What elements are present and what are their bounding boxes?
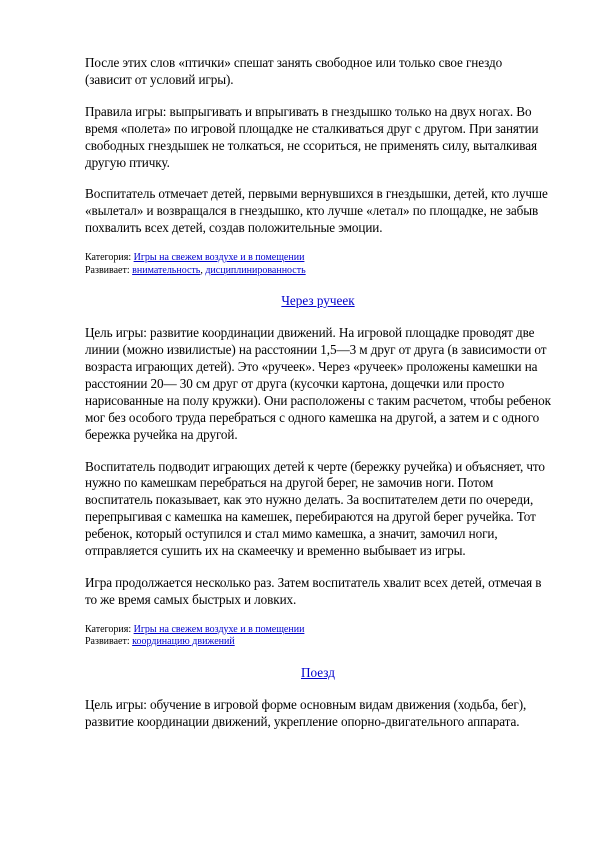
game-title-link[interactable]: Поезд xyxy=(301,664,335,680)
category-line xyxy=(85,624,551,637)
paragraph: Игра продолжается несколько раз. Затем воспитатель хвалит всех детей, отмечая в то же время самых быстрых и ловких. xyxy=(85,574,542,607)
category-link[interactable]: Игры на свежем воздухе и в помещении xyxy=(133,252,305,264)
develops-label: Развивает: xyxy=(85,636,130,648)
game-title xyxy=(85,664,551,681)
paragraph: Воспитатель отмечает детей, первыми вернувшихся в гнездышки, детей, кто лучше «вылетал» и возвращался в гнездышко, кто лучше «летал» по площадке, не забыв похвалить всех детей, создав положительные эмоции. xyxy=(85,186,548,236)
skill-link-attentiveness[interactable]: внимательность xyxy=(132,264,201,276)
paragraph: После этих слов «птички» спешат занять свободное или только свое гнездо (зависит от условий игры). xyxy=(85,55,503,87)
skill-link-discipline[interactable]: дисциплинированность xyxy=(205,264,306,276)
category-line xyxy=(85,252,551,265)
game-title-link[interactable]: Через ручеек xyxy=(281,293,355,309)
category-link[interactable]: Игры на свежем воздухе и в помещении xyxy=(133,623,305,635)
category-label: Категория: xyxy=(85,623,132,635)
game-meta xyxy=(85,624,551,649)
game-meta xyxy=(85,252,551,277)
paragraph: Воспитатель подводит играющих детей к черте (бережку ручейка) и объясняет, что нужно по камешкам перебраться на другой берег, не замочив ноги. Потом воспитатель показывает, как это нужно делать. За воспитателем дети по очереди, перепрыгивая с камешка на камешек, перебираются на другой берег ручейка. Тот ребенок, который оступился и стал мимо камешка, а значит, замочил ноги, отправляется сушить их на скамеечку и временно выбывает из игры. xyxy=(85,458,545,559)
skill-link-coordination[interactable]: координацию движений xyxy=(132,636,235,648)
game-title xyxy=(85,292,551,309)
category-label: Категория: xyxy=(85,252,132,264)
paragraph: Цель игры: развитие координации движений. На игровой площадке проводят две линии (можно извилистые) на расстоянии 1,5—3 м друг от друга (в зависимости от возраста играющих детей). Это «ручеек». Через «ручеек» проложены камешки на расстоянии 20— 30 см друг от друга (кусочки картона, дощечки или просто нарисованные на полу кружки). Они расположены с таким расчетом, чтобы ребенок мог без особого труда перебраться с одного камешка на другой, а затем и с одного бережка ручейка на другой. xyxy=(85,325,551,442)
develops-line xyxy=(85,265,551,278)
develops-line xyxy=(85,636,551,649)
document-page xyxy=(85,55,551,746)
develops-label: Развивает: xyxy=(85,264,130,276)
separator: , xyxy=(200,264,203,276)
paragraph: Правила игры: выпрыгивать и впрыгивать в гнездышко только на двух ногах. Во время «полета» по игровой площадке не сталкиваться друг с другом. При занятии свободных гнездышек не толкаться, не ссориться, не применять силу, выталкивая другую птичку. xyxy=(85,103,539,170)
paragraph: Цель игры: обучение в игровой форме основным видам движения (ходьба, бег), развитие координации движений, укрепление опорно-двигательного аппарата. xyxy=(85,696,527,729)
